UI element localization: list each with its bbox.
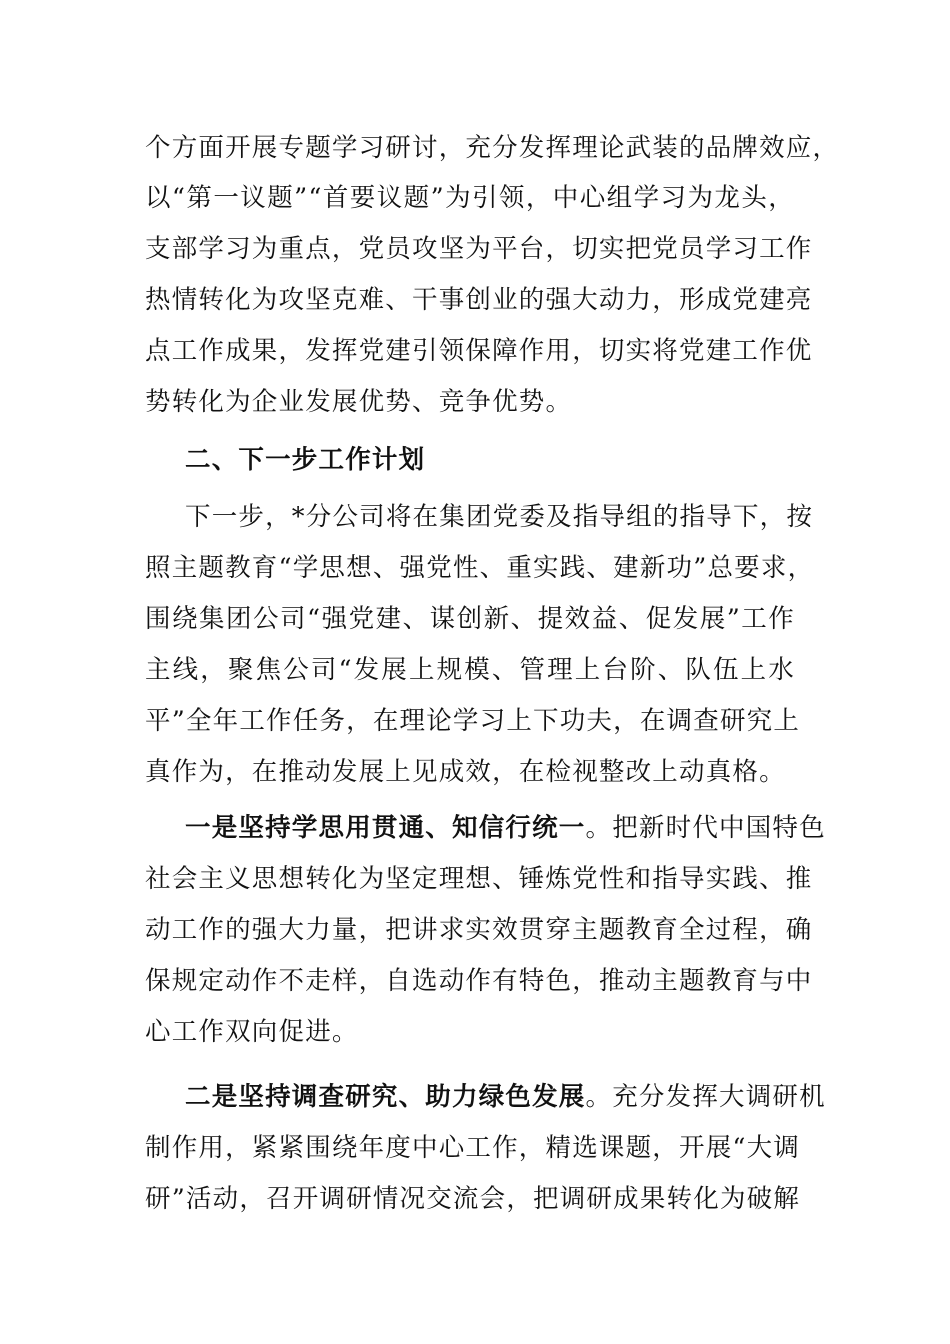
paragraph-2-line-4: 主线，聚焦公司“发展上规模、管理上台阶、队伍上水 xyxy=(145,655,795,685)
paragraph-3-line-1 xyxy=(185,808,826,848)
paragraph-1-line-6: 势转化为企业发展优势、竞争优势。 xyxy=(145,387,573,417)
paragraph-4-line-2: 制作用，紧紧围绕年度中心工作，精选课题，开展“大调 xyxy=(145,1133,801,1163)
paragraph-4-line-3: 研”活动，召开调研情况交流会，把调研成果转化为破解 xyxy=(145,1184,801,1214)
paragraph-2-line-6: 真作为，在推动发展上见成效，在检视整改上动真格。 xyxy=(145,757,786,787)
paragraph-2-line-3: 围绕集团公司“强党建、谋创新、提效益、促发展”工作 xyxy=(145,604,795,634)
paragraph-2-line-5: 平”全年工作任务，在理论学习上下功夫，在调查研究上 xyxy=(145,706,801,736)
paragraph-3-lead: 一是坚持学思用贯通、知信行统一 xyxy=(185,813,586,843)
paragraph-3-line-1-rest: 。把新时代中国特色 xyxy=(585,813,826,843)
paragraph-3-line-2: 社会主义思想转化为坚定理想、锤炼党性和指导实践、推 xyxy=(145,864,813,894)
paragraph-1-line-1: 个方面开展专题学习研讨，充分发挥理论武装的品牌效应， xyxy=(145,133,840,163)
paragraph-3-line-4: 保规定动作不走样，自选动作有特色，推动主题教育与中 xyxy=(145,966,813,996)
paragraph-3-line-5: 心工作双向促进。 xyxy=(145,1017,359,1047)
paragraph-2-line-2: 照主题教育“学思想、强党性、重实践、建新功”总要求， xyxy=(145,553,815,583)
paragraph-1-line-4: 热情转化为攻坚克难、干事创业的强大动力，形成党建亮 xyxy=(145,285,813,315)
paragraph-4-line-1-rest: 。充分发挥大调研机 xyxy=(585,1082,826,1112)
paragraph-1-line-5: 点工作成果，发挥党建引领保障作用，切实将党建工作优 xyxy=(145,336,813,366)
paragraph-4-lead: 二是坚持调查研究、助力绿色发展 xyxy=(185,1082,586,1112)
section-heading: 二、下一步工作计划 xyxy=(185,445,426,475)
paragraph-4-line-1 xyxy=(185,1077,826,1117)
paragraph-1-line-3: 支部学习为重点，党员攻坚为平台，切实把党员学习工作 xyxy=(145,234,813,264)
paragraph-1-line-2: 以“第一议题”“首要议题”为引领，中心组学习为龙头， xyxy=(145,183,795,213)
paragraph-2-line-1: 下一步，*分公司将在集团党委及指导组的指导下，按 xyxy=(185,502,814,532)
paragraph-3-line-3: 动工作的强大力量，把讲求实效贯穿主题教育全过程，确 xyxy=(145,915,813,945)
